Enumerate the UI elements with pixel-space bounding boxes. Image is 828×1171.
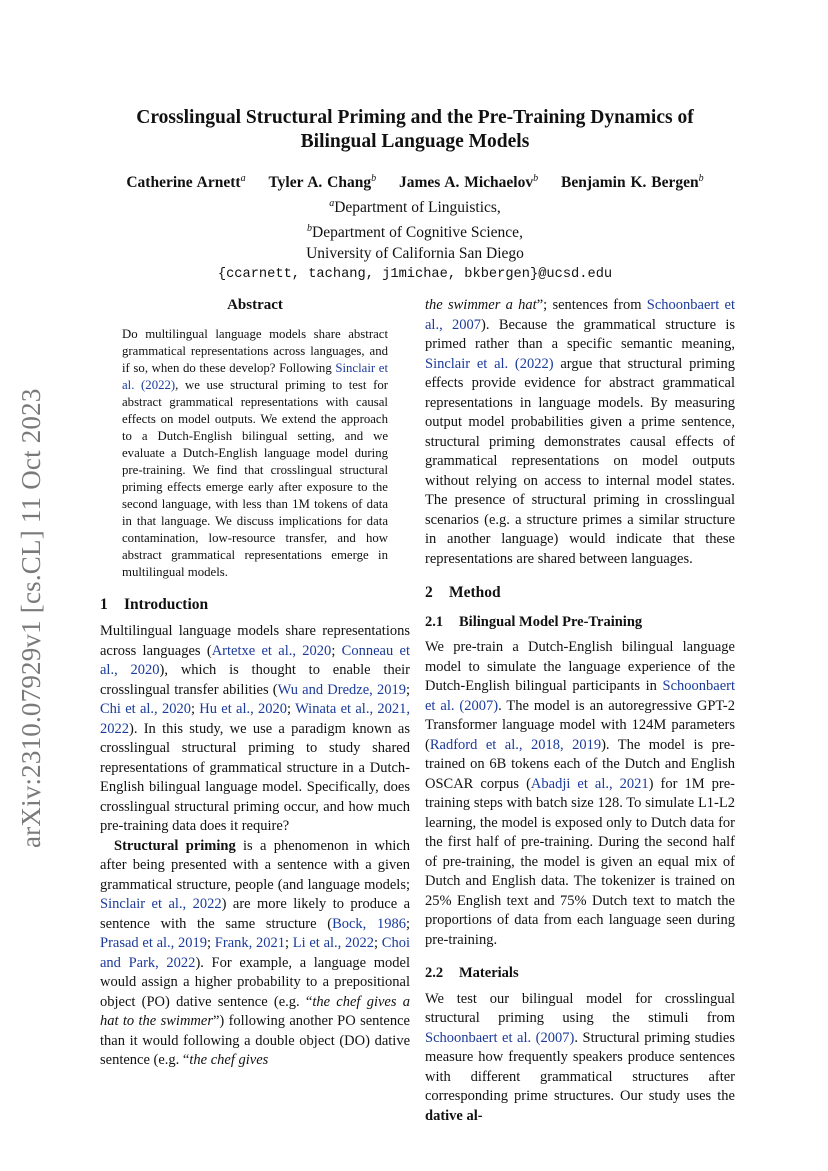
text: ). For example, a language model would assign a higher probability to a prepositional object (PO) dative sentence (e.g. “ bbox=[100, 954, 411, 1010]
author-name: Tyler A. Chang bbox=[268, 174, 372, 192]
section-number: 1 bbox=[100, 595, 108, 613]
citation-link[interactable]: Artetxe et al., 2020 bbox=[211, 642, 332, 659]
text: . The model is an autoregressive GPT-2 Transformer language model with 124M parameters ( bbox=[425, 697, 735, 753]
text: ; bbox=[287, 701, 296, 717]
section-number: 2 bbox=[425, 584, 433, 601]
affil-mark: b bbox=[533, 173, 539, 184]
example-sentence: the swimmer a hat bbox=[425, 297, 537, 313]
text: ; bbox=[190, 701, 200, 717]
text: ”; sentences from bbox=[536, 297, 647, 313]
affil-text: Department of Linguistics, bbox=[334, 199, 501, 217]
paper-title bbox=[100, 106, 730, 154]
title-line-2: Bilingual Language Models bbox=[300, 131, 530, 152]
example-sentence: the chef gives bbox=[189, 1052, 269, 1068]
citation-link[interactable]: Abadji et al., 2021 bbox=[530, 775, 649, 792]
text: ; bbox=[405, 915, 411, 932]
citation-link[interactable]: Winata et al., 2021, 2022 bbox=[100, 701, 410, 737]
affil-mark: b bbox=[698, 173, 704, 184]
text: ; bbox=[207, 935, 215, 951]
text: ) are more likely to produce a sentence with the same structure ( bbox=[100, 896, 411, 932]
section-heading-introduction bbox=[100, 595, 410, 615]
text: ). The model is pre-trained on 6B tokens each of the Dutch and English OSCAR corpus ( bbox=[425, 736, 735, 792]
email: {ccarnett, tachang, j1michae, bkbergen}@ucsd.edu bbox=[217, 267, 613, 283]
author bbox=[126, 174, 245, 191]
citation-link[interactable]: Schoonbaert et al. (2007) bbox=[425, 678, 735, 714]
subsection-title: Bilingual Model Pre-Training bbox=[459, 613, 643, 630]
subsection-heading-materials bbox=[425, 964, 735, 984]
affil-mark: b bbox=[371, 173, 377, 184]
text: ), which is thought to enable their crosslingual transfer abilities ( bbox=[100, 662, 411, 698]
author-name: Catherine Arnett bbox=[126, 174, 241, 192]
author-names bbox=[100, 168, 730, 193]
text: Do multilingual language models share abstract grammatical representations across languages, and if so, when do these develop? Following bbox=[122, 326, 388, 375]
text: We test our bilingual model for crosslingual structural priming using the stimuli from bbox=[425, 990, 735, 1026]
intro-paragraph-1 bbox=[100, 622, 410, 837]
section-heading-method bbox=[425, 583, 735, 603]
subsection-title: Materials bbox=[459, 965, 519, 981]
citation-link[interactable]: Sinclair et al. (2022) bbox=[122, 360, 388, 392]
abstract-heading: Abstract bbox=[227, 297, 283, 313]
affil-text: Department of Cognitive Science, bbox=[312, 224, 523, 242]
intro-paragraph-2 bbox=[100, 837, 410, 1071]
citation-link[interactable]: Hu et al., 2020 bbox=[199, 701, 288, 717]
text: ”) following another PO sentence than it would following a double object (DO) dative sentence (e.g. “ bbox=[100, 1013, 410, 1068]
text: ; bbox=[374, 935, 382, 951]
citation-link[interactable]: Frank, 2021 bbox=[214, 935, 285, 951]
author bbox=[399, 174, 538, 191]
text: argue that structural priming effects provide evidence for abstract grammatical representations in language models. By measuring output model probabilities given a prime sentence, structural priming demonstrates causal effects of grammatical representations on model outputs without relying on access to internal model states. The presence of structural priming in crosslingual scenarios (e.g. a structure primes a similar structure in another language) would indicate that these representations are shared between languages. bbox=[425, 355, 736, 567]
example-sentence: the chef gives a hat to the swimmer bbox=[100, 993, 410, 1029]
right-column bbox=[425, 296, 735, 1126]
subsection-number: 2.1 bbox=[425, 613, 444, 630]
abstract-text bbox=[122, 326, 388, 581]
subsection-heading-pretraining bbox=[425, 613, 735, 633]
bold-term: Structural priming bbox=[114, 837, 236, 854]
affil-mark: a bbox=[329, 198, 335, 210]
citation-link[interactable]: Schoonbaert et al., 2007 bbox=[425, 297, 735, 333]
citation-link[interactable]: Prasad et al., 2019 bbox=[100, 935, 208, 951]
affil-mark: b bbox=[307, 223, 313, 235]
citation-link[interactable]: Li et al., 2022 bbox=[292, 935, 375, 951]
citation-link[interactable]: Schoonbaert et al. (2007) bbox=[425, 1029, 575, 1046]
text: , we use structural priming to test for abstract grammatical representations with causal effects on model outputs. We extend the approach to a Dutch-English bilingual setting, and we evaluate a Dutch-English language model during pre-training. We find that crosslingual structural priming effects emerge early after exposure to the second language, with less than 1M tokens of data in that language. We discuss implications for data contamination, low-resource transfer, and how abstract grammatical representations emerge in multilingual models. bbox=[122, 377, 388, 579]
citation-link[interactable]: Radford et al., 2018, 2019 bbox=[429, 736, 602, 753]
text: We pre-train a Dutch-English bilingual language model to simulate the language experience of the Dutch-English bilingual participants in bbox=[425, 639, 735, 694]
citation-link[interactable]: Sinclair et al., 2022 bbox=[100, 896, 222, 912]
text: Multilingual language models share representations across languages ( bbox=[100, 623, 410, 659]
title-line-1: Crosslingual Structural Priming and the Pre-Training Dynamics of bbox=[136, 107, 694, 128]
text: . Structural priming studies measure how frequently speakers produce sentences with different grammatical structures after corresponding prime structures. Our study uses the bbox=[425, 1029, 735, 1104]
author-name: Benjamin K. Bergen bbox=[561, 174, 699, 192]
section-title: Method bbox=[449, 584, 501, 601]
citation-link[interactable]: Choi and Park, 2022 bbox=[100, 935, 410, 971]
author-block bbox=[100, 168, 730, 285]
author bbox=[268, 174, 376, 191]
citation-link[interactable]: Chi et al., 2020 bbox=[100, 701, 191, 717]
materials-paragraph bbox=[425, 990, 735, 1127]
text: ; bbox=[331, 642, 342, 659]
subsection-number: 2.2 bbox=[425, 965, 444, 981]
citation-link[interactable]: Bock, 1986 bbox=[332, 915, 406, 932]
section-title: Introduction bbox=[124, 595, 209, 613]
citation-link[interactable]: Wu and Dredze, 2019 bbox=[277, 681, 406, 698]
text: ). In this study, we use a paradigm known as crosslingual structural priming to study shared representations of grammatical structure in a Dutch-English bilingual language model. Specifically, does crosslingual structural priming occur, and how much pre-training data does it require? bbox=[100, 720, 410, 834]
citation-link[interactable]: Conneau et al., 2020 bbox=[100, 642, 410, 678]
author bbox=[561, 174, 704, 191]
intro-paragraph-2-continued bbox=[425, 296, 735, 569]
arxiv-stamp: arXiv:2310.07929v1 [cs.CL] 11 Oct 2023 bbox=[16, 388, 46, 848]
affiliation-a bbox=[100, 193, 730, 218]
text: ) for 1M pre-training steps with batch size 128. To simulate L1-L2 learning, the model is exposed only to Dutch data for the first half of pre-training. During the second half of pre-training, the model is given an equal mix of Dutch and English data. The tokenizer is trained on 25% English text and 75% Dutch text to match the proportions of data from each language seen during pre-training. bbox=[425, 775, 735, 948]
left-column bbox=[100, 296, 410, 1071]
method-paragraph bbox=[425, 638, 735, 950]
text: is a phenomenon in which after being presented with a sentence with a given grammatical structure, people (and language models; bbox=[100, 837, 410, 893]
text: ). Because the grammatical structure is primed rather than a specific semantic meaning, bbox=[425, 316, 736, 352]
university: University of California San Diego bbox=[306, 245, 524, 263]
text: ; bbox=[405, 681, 410, 698]
affiliation-b bbox=[100, 218, 730, 243]
text: ; bbox=[284, 935, 293, 951]
affil-mark: a bbox=[240, 173, 246, 184]
author-name: James A. Michaelov bbox=[398, 174, 534, 192]
citation-link[interactable]: Sinclair et al. (2022) bbox=[425, 355, 554, 372]
bold-term: dative al- bbox=[425, 1107, 483, 1124]
